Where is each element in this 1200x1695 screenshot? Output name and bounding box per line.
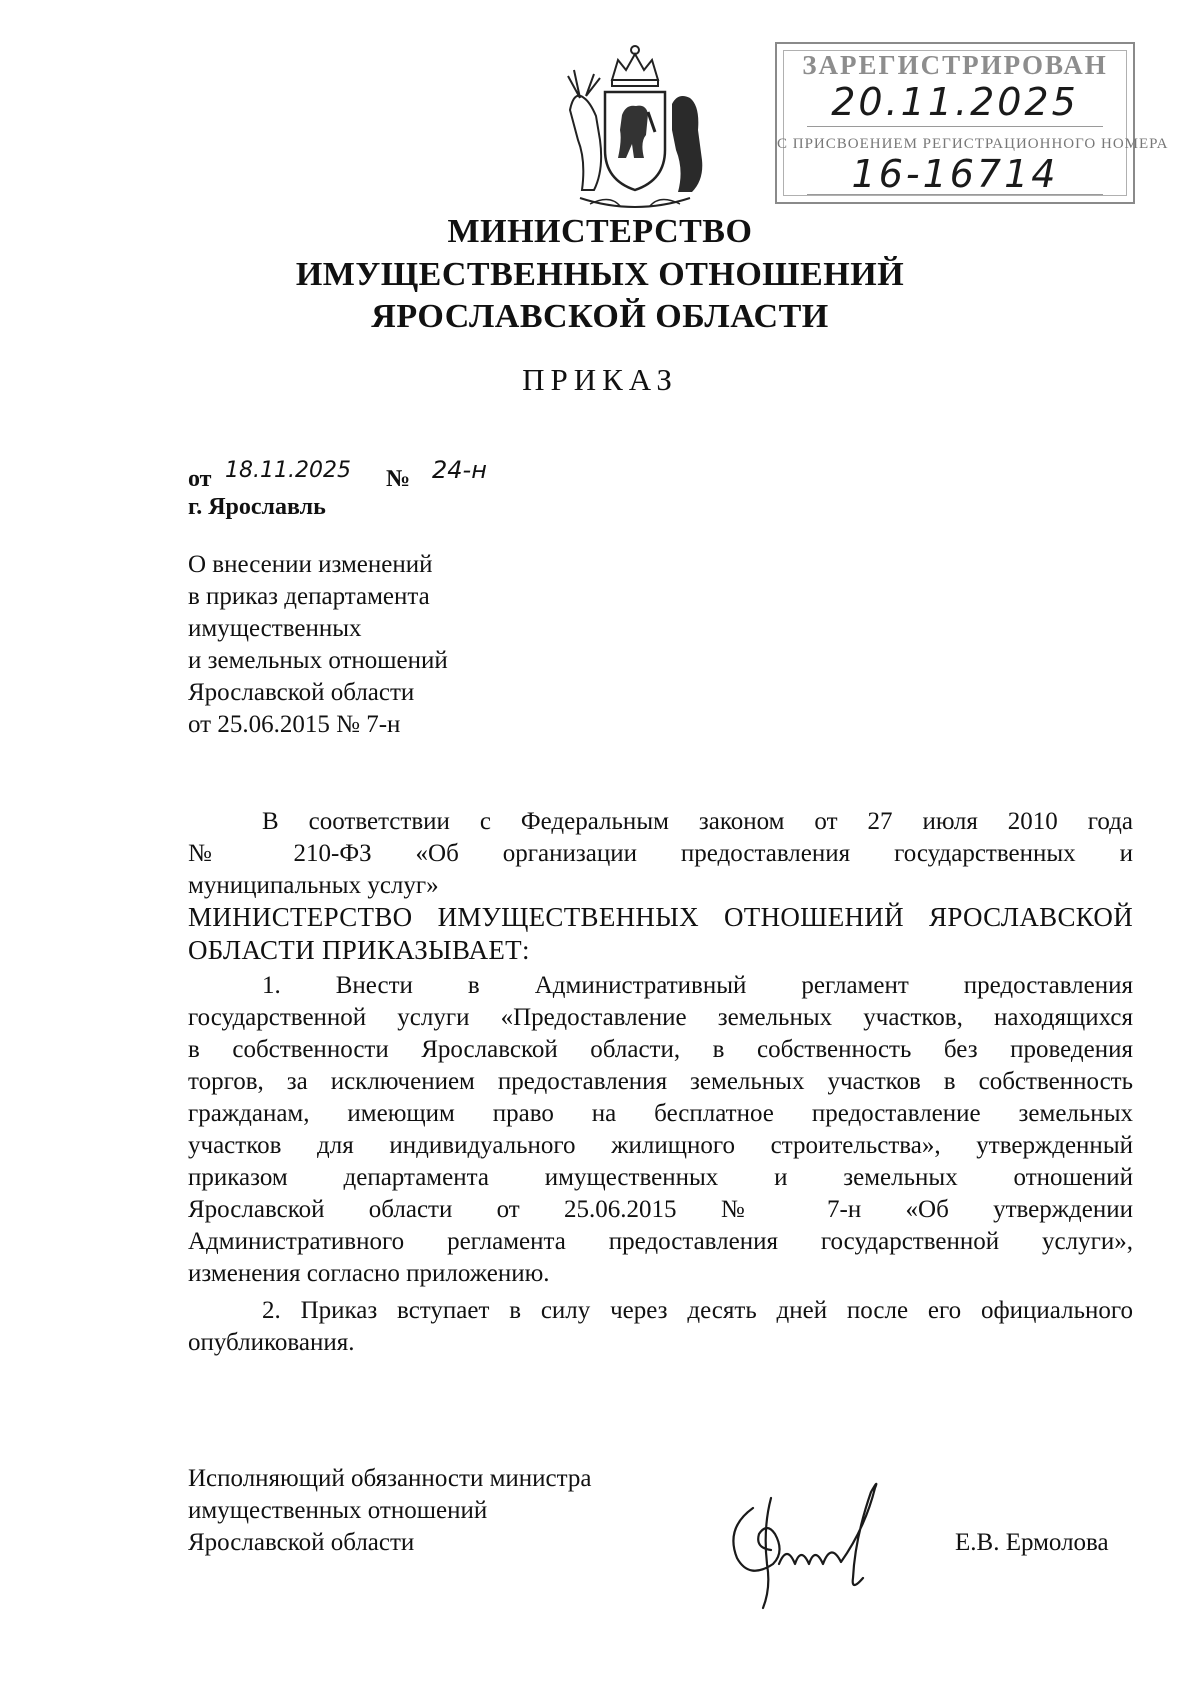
handwritten-date: 18.11.2025 xyxy=(225,458,351,483)
ministry-title-line-3: ЯРОСЛАВСКОЙ ОБЛАСТИ xyxy=(371,298,829,335)
subject-line: и земельных отношений xyxy=(188,647,448,674)
date-label: от xyxy=(188,466,212,492)
body-line: участков для индивидуального жилищного строительства», утвержденный xyxy=(188,1132,1133,1159)
body-line: Ярославской области от 25.06.2015 № 7-н «Об утверждении xyxy=(188,1196,1133,1223)
subject-line: Ярославской области xyxy=(188,679,415,706)
stamp-reg-underline xyxy=(807,194,1103,195)
body-line: В соответствии с Федеральным законом от 27 июля 2010 года xyxy=(262,808,1133,835)
body-line: в собственности Ярославской области, в собственность без проведения xyxy=(188,1036,1133,1063)
stamp-title: ЗАРЕГИСТРИРОВАН xyxy=(802,50,1108,80)
body-line: ОБЛАСТИ ПРИКАЗЫВАЕТ: xyxy=(188,935,530,965)
body-line: Административного регламента предоставления государственной услуги», xyxy=(188,1228,1133,1255)
signatory-position-line: имущественных отношений xyxy=(188,1497,488,1524)
stamp-handwritten-reg-number: 16-16714 xyxy=(851,152,1059,196)
registration-stamp xyxy=(775,42,1169,204)
handwritten-number: 24-н xyxy=(432,456,487,484)
signatory-position-line: Ярославской области xyxy=(188,1529,415,1556)
document-type: ПРИКАЗ xyxy=(522,362,678,397)
handwritten-signature xyxy=(715,1468,915,1618)
subject-line: имущественных xyxy=(188,615,362,642)
body-line: МИНИСТЕРСТВО ИМУЩЕСТВЕННЫХ ОТНОШЕНИЙ ЯРОСЛАВСКОЙ xyxy=(188,902,1133,932)
ministry-title-line-1: МИНИСТЕРСТВО xyxy=(447,213,753,250)
body-line: 2. Приказ вступает в силу через десять дней после его официального xyxy=(262,1297,1133,1324)
stamp-handwritten-date: 20.11.2025 xyxy=(831,80,1079,124)
subject-line: в приказ департамента xyxy=(188,583,430,610)
coat-of-arms-emblem xyxy=(560,40,710,215)
city: г. Ярославль xyxy=(188,494,326,520)
body-line: муниципальных услуг» xyxy=(188,872,439,899)
body-line: гражданам, имеющим право на бесплатное предоставление земельных xyxy=(188,1100,1133,1127)
body-line: изменения согласно приложению. xyxy=(188,1260,550,1287)
body-line: государственной услуги «Предоставление земельных участков, находящихся xyxy=(188,1004,1133,1031)
body-line: приказом департамента имущественных и земельных отношений xyxy=(188,1164,1133,1191)
stamp-subtitle: С ПРИСВОЕНИЕМ РЕГИСТРАЦИОННОГО НОМЕРА xyxy=(777,136,1169,152)
subject-line: О внесении изменений xyxy=(188,551,433,578)
body-line: № 210-ФЗ «Об организации предоставления государственных и xyxy=(188,840,1133,867)
body-line: опубликования. xyxy=(188,1329,355,1356)
stamp-date-underline xyxy=(807,126,1103,127)
body-line: торгов, за исключением предоставления земельных участков в собственность xyxy=(188,1068,1133,1095)
subject-block xyxy=(188,549,588,741)
subject-line: от 25.06.2015 № 7-н xyxy=(188,711,401,738)
body-line: 1. Внести в Административный регламент предоставления xyxy=(262,972,1133,999)
ministry-title-line-2: ИМУЩЕСТВЕННЫХ ОТНОШЕНИЙ xyxy=(295,256,905,293)
signatory-position-line: Исполняющий обязанности министра xyxy=(188,1465,592,1492)
number-label: № xyxy=(386,466,411,492)
signatory-name: Е.В. Ермолова xyxy=(955,1529,1109,1556)
